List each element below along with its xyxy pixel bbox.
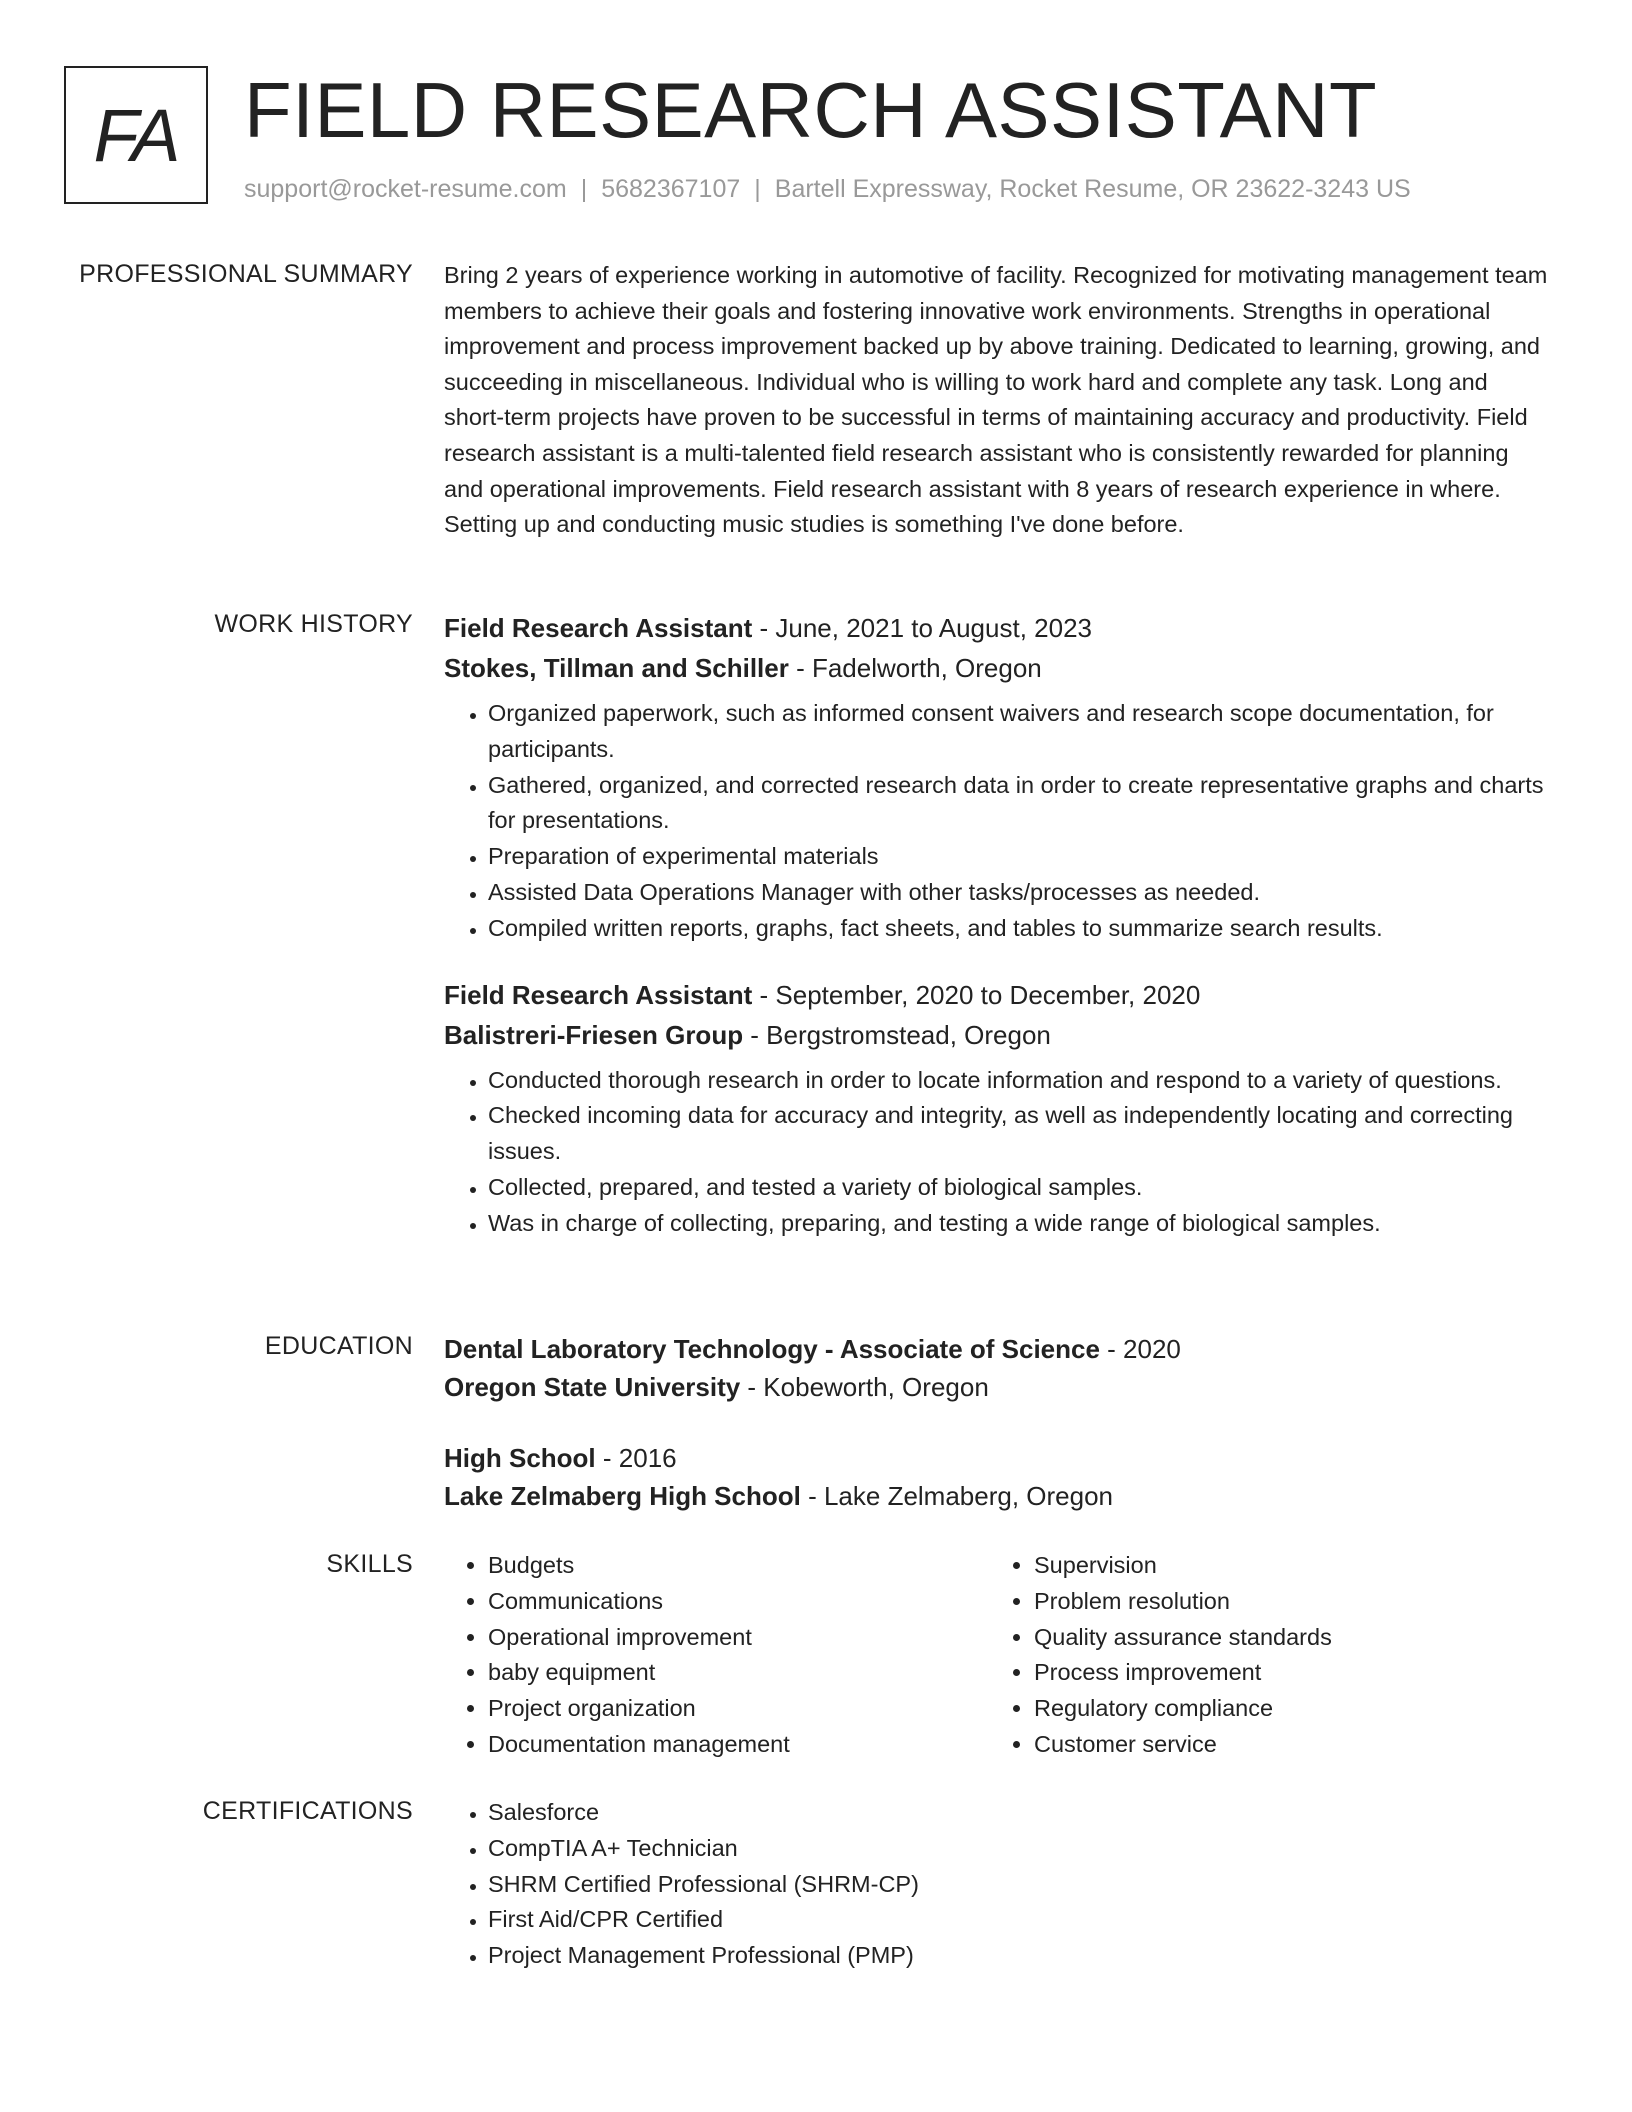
job-entry [444,608,1554,947]
skill-item: • Customer service [1034,1727,1534,1763]
skill-item: • Budgets [488,1548,990,1584]
contact-phone: 5682367107 [601,175,741,203]
job-bullet: • Organized paperwork, such as informed consent waivers and research scope documentation, for participants. [488,696,1554,768]
section-label-skills: SKILLS [326,1550,413,1578]
contact-separator: | [580,175,588,203]
degree-line [444,1330,1554,1368]
skills-list-right [990,1548,1534,1763]
certifications-list [444,1795,1554,1974]
job-entry [444,975,1554,1242]
resume-header [64,64,1572,214]
education-entry [444,1439,1554,1515]
contact-address: Bartell Expressway, Rocket Resume, OR 23622-3243 US [774,175,1411,203]
summary-text: Bring 2 years of experience working in automotive of facility. Recognized for motivating management team members to achieve their goals and fostering innovative work environments. Strengths in operational improvement and process improvement backed up by above training. Dedicated to learning, growing, and succeeding in miscellaneous. Individual who is willing to work hard and complete any task. Long and short-term projects have proven to be successful in terms of maintaining accuracy and productivity. Field research assistant is a multi-talented field research assistant who is consistently rewarded for planning and operational improvements. Field research assistant with 8 years of research experience in where. Setting up and conducting music studies is something I've done before. [444,262,1548,538]
job-title-line [444,608,1554,648]
job-location: - Bergstromstead, Oregon [743,1019,1051,1050]
skill-item: • Documentation management [488,1727,990,1763]
degree-name: High School [444,1443,596,1473]
section-label-certifications: CERTIFICATIONS [202,1797,413,1825]
certification-item: • CompTIA A+ Technician [488,1831,1554,1867]
school-line [444,1368,1554,1406]
job-bullet: • Gathered, organized, and corrected research data in order to create representative graphs and charts for presentations. [488,768,1554,840]
certification-item: • First Aid/CPR Certified [488,1902,1554,1938]
job-bullet: • Collected, prepared, and tested a variety of biological samples. [488,1170,1554,1206]
school-name: Lake Zelmaberg High School [444,1481,801,1511]
degree-name: Dental Laboratory Technology - Associate of Science [444,1334,1100,1364]
skill-item: • Quality assurance standards [1034,1620,1534,1656]
skill-item: • Project organization [488,1691,990,1727]
education-entry [444,1330,1554,1406]
job-bullet: • Compiled written reports, graphs, fact sheets, and tables to summarize search results. [488,911,1554,947]
job-company: Balistreri-Friesen Group [444,1019,744,1050]
job-bullet: • Preparation of experimental materials [488,839,1554,875]
skill-item: • Operational improvement [488,1620,990,1656]
skill-item: • Supervision [1034,1548,1534,1584]
certification-item: • Salesforce [488,1795,1554,1831]
contact-line [244,174,1411,204]
degree-line [444,1439,1554,1477]
certification-item: • SHRM Certified Professional (SHRM-CP) [488,1867,1554,1903]
skill-item: • Regulatory compliance [1034,1691,1534,1727]
skill-item: • Process improvement [1034,1655,1534,1691]
section-label-summary: PROFESSIONAL SUMMARY [79,260,413,288]
school-location: - Lake Zelmaberg, Oregon [800,1481,1114,1511]
skill-item: • Problem resolution [1034,1584,1534,1620]
job-title-line [444,975,1554,1015]
skills-body [444,1548,1554,1763]
work-history-body [444,608,1554,1242]
skill-item: • baby equipment [488,1655,990,1691]
job-company-line [444,648,1554,688]
job-company: Stokes, Tillman and Schiller [444,653,789,683]
certification-item: • Project Management Professional (PMP) [488,1938,1554,1974]
skill-item: • Communications [488,1584,990,1620]
job-bullet: • Conducted thorough research in order to locate information and respond to a variety of questions. [488,1063,1554,1099]
job-location: - Fadelworth, Oregon [788,653,1042,683]
job-company-line [444,1015,1554,1055]
monogram-badge: FA [64,66,208,204]
job-title: Field Research Assistant [444,613,753,643]
education-body [444,1330,1554,1515]
school-line [444,1477,1554,1515]
job-bullet: • Checked incoming data for accuracy and integrity, as well as independently locating and correcting issues. [488,1098,1554,1170]
resume-title: FIELD RESEARCH ASSISTANT [244,66,1378,154]
school-name: Oregon State University [444,1372,741,1402]
job-bullet: • Assisted Data Operations Manager with other tasks/processes as needed. [488,875,1554,911]
section-label-work-history: WORK HISTORY [214,610,413,638]
contact-separator: | [754,175,761,203]
certifications-body [444,1795,1554,1974]
school-location: - Kobeworth, Oregon [740,1372,989,1402]
job-bullet-list [444,1063,1554,1242]
skills-list-left [444,1548,990,1763]
section-label-education: EDUCATION [264,1332,413,1360]
degree-year: - 2020 [1099,1334,1181,1364]
job-bullet-list [444,696,1554,947]
job-dates: - June, 2021 to August, 2023 [752,613,1092,643]
job-dates: - September, 2020 to December, 2020 [752,979,1201,1010]
job-bullet: • Was in charge of collecting, preparing, and testing a wide range of biological samples. [488,1206,1554,1242]
contact-email: support@rocket-resume.com [244,175,567,203]
job-title: Field Research Assistant [444,979,753,1010]
degree-year: - 2016 [595,1443,677,1473]
